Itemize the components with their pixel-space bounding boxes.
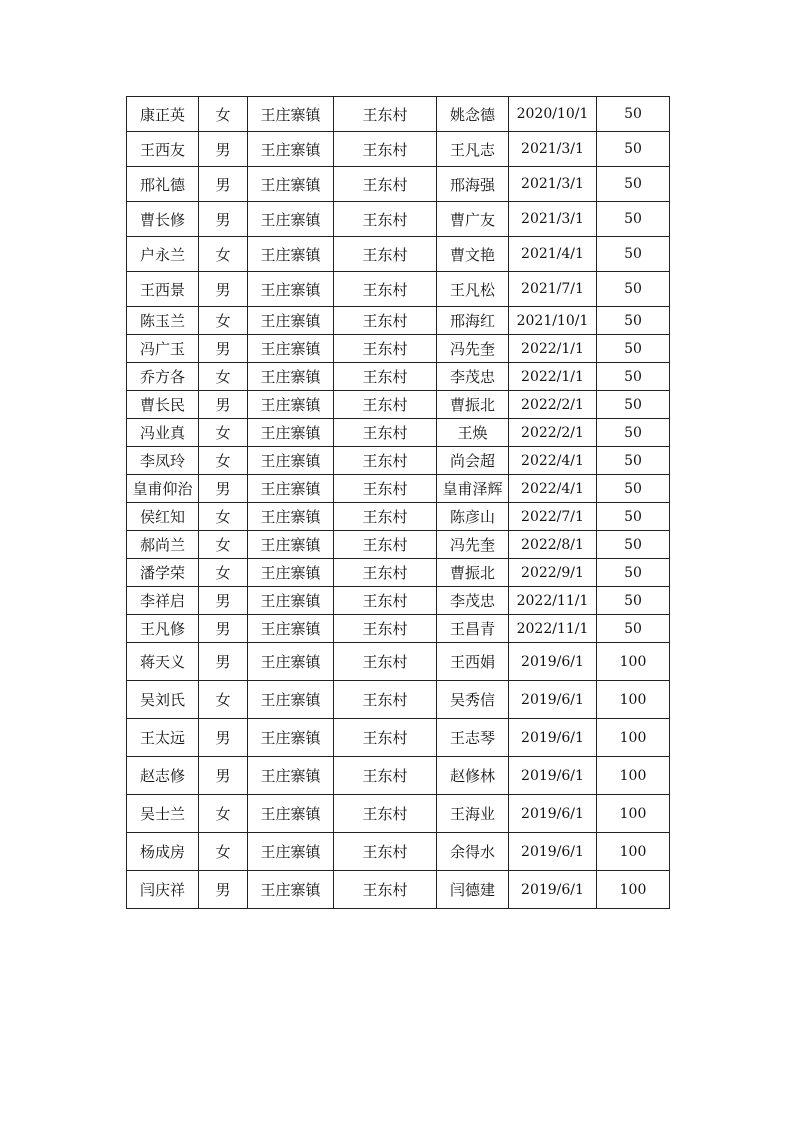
town-cell: 王庄寨镇 <box>248 237 334 272</box>
date-cell: 2021/10/1 <box>509 307 597 335</box>
amount-cell: 50 <box>597 237 670 272</box>
date-cell: 2019/6/1 <box>509 871 597 909</box>
date-cell: 2021/3/1 <box>509 167 597 202</box>
village-cell: 王东村 <box>334 503 437 531</box>
date-cell: 2022/2/1 <box>509 391 597 419</box>
table-row <box>127 335 670 363</box>
name-cell: 潘学荣 <box>127 559 199 587</box>
name-cell: 杨成房 <box>127 833 199 871</box>
date-cell: 2021/3/1 <box>509 202 597 237</box>
name-cell: 曹长民 <box>127 391 199 419</box>
amount-cell: 50 <box>597 202 670 237</box>
town-cell: 王庄寨镇 <box>248 391 334 419</box>
contact-cell: 余得水 <box>437 833 509 871</box>
amount-cell: 50 <box>597 363 670 391</box>
town-cell: 王庄寨镇 <box>248 587 334 615</box>
amount-cell: 50 <box>597 587 670 615</box>
gender-cell: 男 <box>199 719 248 757</box>
date-cell: 2019/6/1 <box>509 795 597 833</box>
table-row <box>127 681 670 719</box>
town-cell: 王庄寨镇 <box>248 167 334 202</box>
contact-cell: 曹振北 <box>437 559 509 587</box>
name-cell: 冯广玉 <box>127 335 199 363</box>
table-row <box>127 475 670 503</box>
amount-cell: 50 <box>597 272 670 307</box>
contact-cell: 陈彦山 <box>437 503 509 531</box>
amount-cell: 50 <box>597 307 670 335</box>
town-cell: 王庄寨镇 <box>248 719 334 757</box>
town-cell: 王庄寨镇 <box>248 833 334 871</box>
gender-cell: 男 <box>199 335 248 363</box>
gender-cell: 男 <box>199 272 248 307</box>
contact-cell: 姚念德 <box>437 97 509 132</box>
gender-cell: 女 <box>199 419 248 447</box>
contact-cell: 王凡志 <box>437 132 509 167</box>
village-cell: 王东村 <box>334 307 437 335</box>
name-cell: 康正英 <box>127 97 199 132</box>
table-row <box>127 795 670 833</box>
name-cell: 蒋天义 <box>127 643 199 681</box>
name-cell: 王太远 <box>127 719 199 757</box>
date-cell: 2019/6/1 <box>509 757 597 795</box>
table-row <box>127 833 670 871</box>
date-cell: 2022/11/1 <box>509 615 597 643</box>
date-cell: 2022/7/1 <box>509 503 597 531</box>
village-cell: 王东村 <box>334 719 437 757</box>
village-cell: 王东村 <box>334 419 437 447</box>
amount-cell: 50 <box>597 475 670 503</box>
gender-cell: 男 <box>199 587 248 615</box>
date-cell: 2019/6/1 <box>509 681 597 719</box>
table-row <box>127 531 670 559</box>
name-cell: 侯红知 <box>127 503 199 531</box>
village-cell: 王东村 <box>334 132 437 167</box>
table-row <box>127 167 670 202</box>
name-cell: 冯业真 <box>127 419 199 447</box>
contact-cell: 邢海红 <box>437 307 509 335</box>
amount-cell: 50 <box>597 391 670 419</box>
table-row <box>127 97 670 132</box>
name-cell: 王凡修 <box>127 615 199 643</box>
amount-cell: 100 <box>597 871 670 909</box>
gender-cell: 男 <box>199 871 248 909</box>
date-cell: 2022/8/1 <box>509 531 597 559</box>
town-cell: 王庄寨镇 <box>248 272 334 307</box>
contact-cell: 王凡松 <box>437 272 509 307</box>
amount-cell: 50 <box>597 559 670 587</box>
town-cell: 王庄寨镇 <box>248 643 334 681</box>
roster-table-body <box>127 97 670 909</box>
contact-cell: 李茂忠 <box>437 587 509 615</box>
village-cell: 王东村 <box>334 871 437 909</box>
date-cell: 2022/2/1 <box>509 419 597 447</box>
date-cell: 2022/4/1 <box>509 475 597 503</box>
date-cell: 2019/6/1 <box>509 643 597 681</box>
amount-cell: 50 <box>597 97 670 132</box>
name-cell: 陈玉兰 <box>127 307 199 335</box>
village-cell: 王东村 <box>334 643 437 681</box>
village-cell: 王东村 <box>334 475 437 503</box>
amount-cell: 50 <box>597 167 670 202</box>
amount-cell: 100 <box>597 757 670 795</box>
amount-cell: 100 <box>597 681 670 719</box>
town-cell: 王庄寨镇 <box>248 795 334 833</box>
table-row <box>127 272 670 307</box>
table-row <box>127 447 670 475</box>
village-cell: 王东村 <box>334 202 437 237</box>
gender-cell: 男 <box>199 391 248 419</box>
contact-cell: 王昌青 <box>437 615 509 643</box>
name-cell: 皇甫仰治 <box>127 475 199 503</box>
name-cell: 乔方各 <box>127 363 199 391</box>
gender-cell: 女 <box>199 531 248 559</box>
name-cell: 曹长修 <box>127 202 199 237</box>
town-cell: 王庄寨镇 <box>248 307 334 335</box>
town-cell: 王庄寨镇 <box>248 615 334 643</box>
village-cell: 王东村 <box>334 447 437 475</box>
town-cell: 王庄寨镇 <box>248 531 334 559</box>
gender-cell: 女 <box>199 363 248 391</box>
village-cell: 王东村 <box>334 363 437 391</box>
village-cell: 王东村 <box>334 167 437 202</box>
gender-cell: 女 <box>199 795 248 833</box>
gender-cell: 男 <box>199 475 248 503</box>
table-row <box>127 363 670 391</box>
amount-cell: 50 <box>597 503 670 531</box>
table-row <box>127 391 670 419</box>
contact-cell: 冯先奎 <box>437 335 509 363</box>
table-row <box>127 757 670 795</box>
table-row <box>127 643 670 681</box>
village-cell: 王东村 <box>334 272 437 307</box>
village-cell: 王东村 <box>334 681 437 719</box>
gender-cell: 女 <box>199 237 248 272</box>
table-row <box>127 237 670 272</box>
village-cell: 王东村 <box>334 615 437 643</box>
contact-cell: 曹振北 <box>437 391 509 419</box>
town-cell: 王庄寨镇 <box>248 335 334 363</box>
town-cell: 王庄寨镇 <box>248 871 334 909</box>
gender-cell: 女 <box>199 447 248 475</box>
name-cell: 李祥启 <box>127 587 199 615</box>
town-cell: 王庄寨镇 <box>248 559 334 587</box>
village-cell: 王东村 <box>334 335 437 363</box>
table-row <box>127 419 670 447</box>
roster-table <box>126 96 670 909</box>
gender-cell: 男 <box>199 132 248 167</box>
table-row <box>127 719 670 757</box>
name-cell: 赵志修 <box>127 757 199 795</box>
amount-cell: 100 <box>597 795 670 833</box>
amount-cell: 50 <box>597 335 670 363</box>
town-cell: 王庄寨镇 <box>248 447 334 475</box>
town-cell: 王庄寨镇 <box>248 757 334 795</box>
amount-cell: 50 <box>597 615 670 643</box>
contact-cell: 闫德建 <box>437 871 509 909</box>
village-cell: 王东村 <box>334 97 437 132</box>
table-row <box>127 559 670 587</box>
gender-cell: 女 <box>199 503 248 531</box>
contact-cell: 曹文艳 <box>437 237 509 272</box>
name-cell: 王西友 <box>127 132 199 167</box>
town-cell: 王庄寨镇 <box>248 475 334 503</box>
gender-cell: 女 <box>199 833 248 871</box>
gender-cell: 女 <box>199 97 248 132</box>
date-cell: 2022/11/1 <box>509 587 597 615</box>
amount-cell: 50 <box>597 419 670 447</box>
town-cell: 王庄寨镇 <box>248 363 334 391</box>
date-cell: 2021/7/1 <box>509 272 597 307</box>
village-cell: 王东村 <box>334 559 437 587</box>
amount-cell: 50 <box>597 531 670 559</box>
name-cell: 郝尚兰 <box>127 531 199 559</box>
village-cell: 王东村 <box>334 237 437 272</box>
amount-cell: 100 <box>597 719 670 757</box>
contact-cell: 冯先奎 <box>437 531 509 559</box>
date-cell: 2022/9/1 <box>509 559 597 587</box>
contact-cell: 王焕 <box>437 419 509 447</box>
town-cell: 王庄寨镇 <box>248 132 334 167</box>
date-cell: 2022/4/1 <box>509 447 597 475</box>
amount-cell: 100 <box>597 643 670 681</box>
date-cell: 2019/6/1 <box>509 833 597 871</box>
date-cell: 2022/1/1 <box>509 335 597 363</box>
contact-cell: 王西娟 <box>437 643 509 681</box>
date-cell: 2021/3/1 <box>509 132 597 167</box>
name-cell: 王西景 <box>127 272 199 307</box>
date-cell: 2019/6/1 <box>509 719 597 757</box>
town-cell: 王庄寨镇 <box>248 97 334 132</box>
table-row <box>127 132 670 167</box>
contact-cell: 皇甫泽辉 <box>437 475 509 503</box>
gender-cell: 男 <box>199 643 248 681</box>
village-cell: 王东村 <box>334 587 437 615</box>
amount-cell: 50 <box>597 447 670 475</box>
gender-cell: 男 <box>199 615 248 643</box>
contact-cell: 吴秀信 <box>437 681 509 719</box>
town-cell: 王庄寨镇 <box>248 419 334 447</box>
table-row <box>127 871 670 909</box>
contact-cell: 曹广友 <box>437 202 509 237</box>
contact-cell: 李茂忠 <box>437 363 509 391</box>
town-cell: 王庄寨镇 <box>248 681 334 719</box>
amount-cell: 50 <box>597 132 670 167</box>
date-cell: 2021/4/1 <box>509 237 597 272</box>
name-cell: 吴刘氏 <box>127 681 199 719</box>
table-row <box>127 503 670 531</box>
contact-cell: 赵修林 <box>437 757 509 795</box>
name-cell: 闫庆祥 <box>127 871 199 909</box>
gender-cell: 男 <box>199 202 248 237</box>
name-cell: 李凤玲 <box>127 447 199 475</box>
town-cell: 王庄寨镇 <box>248 503 334 531</box>
contact-cell: 邢海强 <box>437 167 509 202</box>
gender-cell: 男 <box>199 757 248 795</box>
contact-cell: 王海业 <box>437 795 509 833</box>
table-row <box>127 587 670 615</box>
village-cell: 王东村 <box>334 795 437 833</box>
name-cell: 吴士兰 <box>127 795 199 833</box>
village-cell: 王东村 <box>334 531 437 559</box>
amount-cell: 100 <box>597 833 670 871</box>
table-row <box>127 307 670 335</box>
village-cell: 王东村 <box>334 757 437 795</box>
date-cell: 2022/1/1 <box>509 363 597 391</box>
gender-cell: 女 <box>199 681 248 719</box>
table-row <box>127 202 670 237</box>
contact-cell: 王志琴 <box>437 719 509 757</box>
gender-cell: 男 <box>199 167 248 202</box>
name-cell: 邢礼德 <box>127 167 199 202</box>
contact-cell: 尚会超 <box>437 447 509 475</box>
gender-cell: 女 <box>199 559 248 587</box>
name-cell: 户永兰 <box>127 237 199 272</box>
town-cell: 王庄寨镇 <box>248 202 334 237</box>
date-cell: 2020/10/1 <box>509 97 597 132</box>
gender-cell: 女 <box>199 307 248 335</box>
village-cell: 王东村 <box>334 833 437 871</box>
table-row <box>127 615 670 643</box>
village-cell: 王东村 <box>334 391 437 419</box>
